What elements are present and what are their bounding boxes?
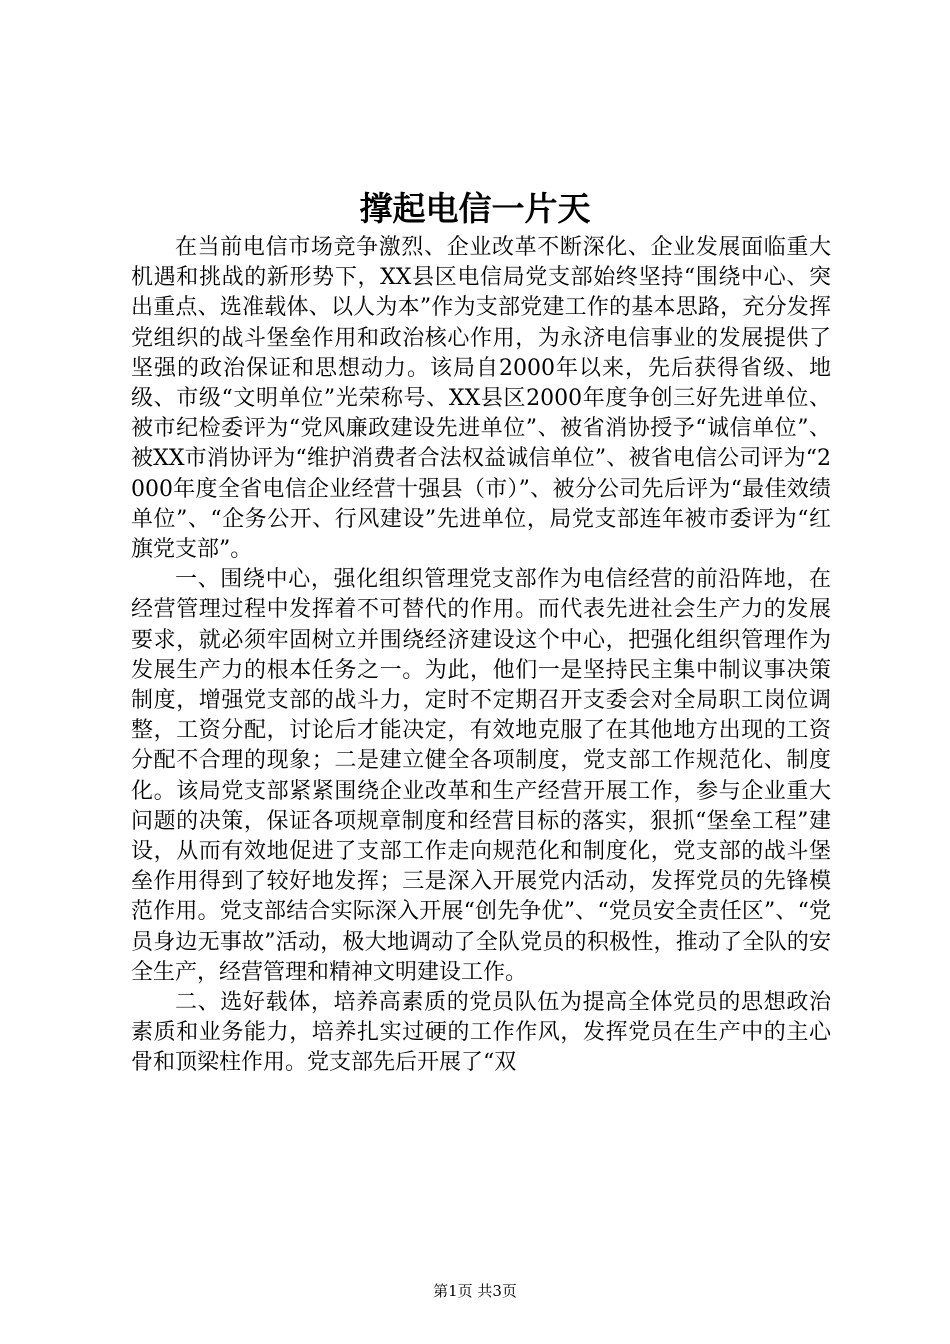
paragraph-section-1: 一、围绕中心，强化组织管理党支部作为电信经营的前沿阵地，在经营管理过程中发挥着不可替代的作用。而代表先进社会生产力的发展要求，就必须牢固树立并围绕经济建设这个中心，把强化组织管理作为发展生产力的根本任务之一。为此，他们一是坚持民主集中制议事决策制度，增强党支部的战斗力，定时不定期召开支委会对全局职工岗位调整，工资分配，讨论后才能决定，有效地克服了在其他地方出现的工资分配不合理的现象；二是建立健全各项制度，党支部工作规范化、制度化。该局党支部紧紧围绕企业改革和生产经营开展工作，参与企业重大问题的决策，保证各项规章制度和经营目标的落实，狠抓“堡垒工程”建设，从而有效地促进了支部工作走向规范化和制度化，党支部的战斗堡垒作用得到了较好地发挥；三是深入开展党内活动，发挥党员的先锋模范作用。党支部结合实际深入开展“创先争优”、“党员安全责任区”、“党员身边无事故”活动，极大地调动了全队党员的积极性，推动了全队的安全生产，经营管理和精神文明建设工作。 xyxy=(131,567,831,985)
paragraph-intro: 在当前电信市场竞争激烈、企业改革不断深化、企业发展面临重大机遇和挑战的新形势下，XX县区电信局党支部始终坚持“围绕中心、突出重点、选准载体、以人为本”作为支部党建工作的基本思路，充分发挥党组织的战斗堡垒作用和政治核心作用，为永济电信事业的发展提供了坚强的政治保证和思想动力。该局自2000年以来，先后获得省级、地级、市级“文明单位”光荣称号、XX县区2000年度争创三好先进单位、被市纪检委评为“党风廉政建设先进单位”、被省消协授予“诚信单位”、被XX市消协评为“维护消费者合法权益诚信单位”、被省电信公司评为“2000年度全省电信企业经营十强县（市）”、被分公司先后评为“最佳效绩单位”、“企务公开、行风建设”先进单位，局党支部连年被市委评为“红旗党支部”。 xyxy=(131,235,831,563)
paragraph-section-2: 二、选好载体，培养高素质的党员队伍为提高全体党员的思想政治素质和业务能力，培养扎实过硬的工作作风，发挥党员在生产中的主心骨和顶梁柱作用。党支部先后开展了“双 xyxy=(131,990,831,1076)
page-number-footer: 第1页 共3页 xyxy=(433,1282,517,1300)
document-body xyxy=(131,233,831,1079)
document-title: 撑起电信一片天 xyxy=(359,189,591,228)
